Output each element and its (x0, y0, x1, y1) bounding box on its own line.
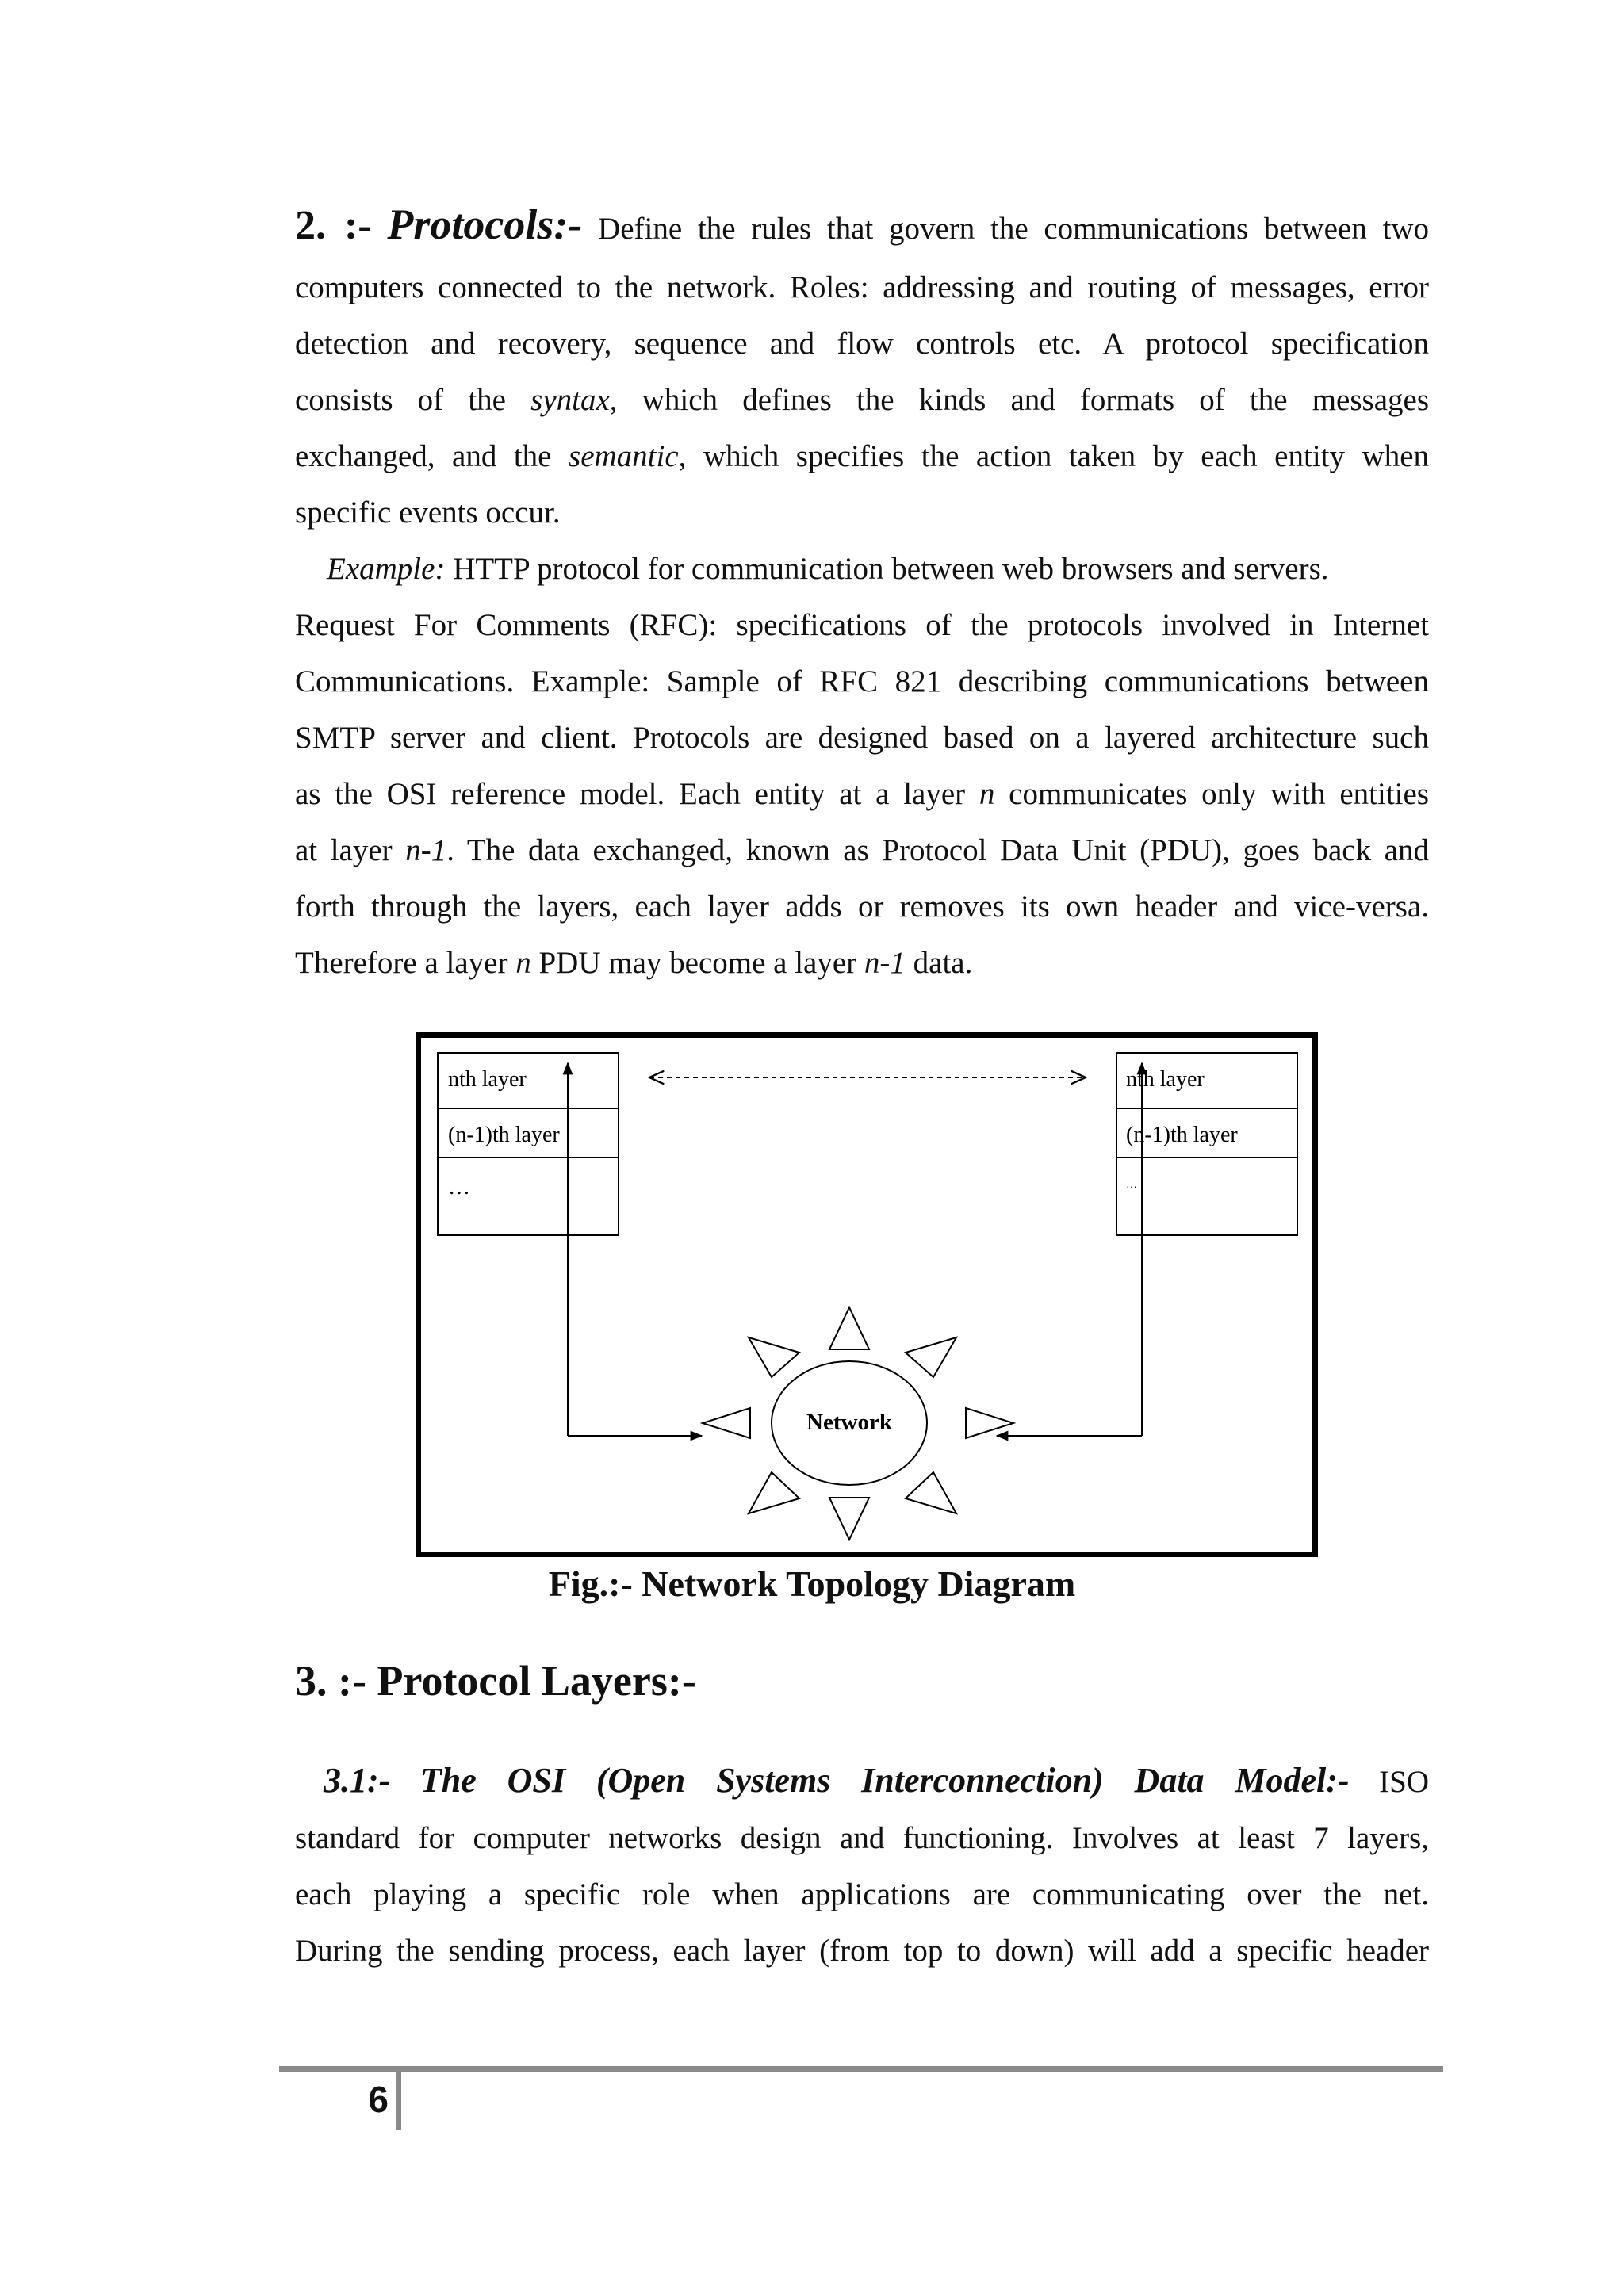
paragraph-line: standard for computer networks design and functioning. Involves at least 7 layers, (295, 1821, 1429, 1855)
network-ray-bottom (829, 1498, 869, 1540)
section-2-first-line (295, 194, 1429, 259)
paragraph-line (295, 428, 1429, 484)
section-2-body (295, 194, 1429, 991)
subsection-first-line (295, 1752, 1429, 1810)
section-2-number: 2. :- (295, 203, 372, 248)
network-diagram (421, 1038, 1312, 1552)
subsection-intro: ISO (1349, 1765, 1430, 1799)
left-n-1-layer-label: (n-1)th layer (448, 1123, 560, 1147)
text-run: consists of the (295, 383, 531, 417)
emphasis-n-1: n-1 (864, 946, 906, 980)
network-ray-bottom-left (749, 1472, 799, 1513)
paragraph-line (295, 822, 1429, 878)
footer-divider (396, 2072, 401, 2130)
emphasis-n: n (979, 777, 995, 811)
network-ray-bottom-right (906, 1472, 956, 1513)
paragraph-line: forth through the layers, each layer adds or removes its own header and vice-versa. (295, 890, 1429, 924)
network-ray-top-right (906, 1337, 956, 1377)
text-run: communicates only with entities (994, 777, 1429, 811)
paragraph-line: detection and recovery, sequence and flow controls etc. A protocol specification (295, 327, 1429, 361)
text-run: , which specifies the action taken by each entity when (678, 439, 1429, 473)
text-run: Therefore a layer (295, 946, 516, 980)
emphasis-n: n (515, 946, 531, 980)
paragraph-line: computers connected to the network. Roles: addressing and routing of messages, error (295, 270, 1429, 304)
section-2-intro: Define the rules that govern the communications between two (598, 212, 1430, 246)
right-n-1-layer-label: (n-1)th layer (1126, 1123, 1238, 1147)
footer-rule (279, 2066, 1443, 2072)
example-text: HTTP protocol for communication between web browsers and servers. (445, 552, 1329, 586)
paragraph-line: SMTP server and client. Protocols are designed based on a layered architecture such (295, 721, 1429, 755)
paragraph-line: each playing a specific role when applications are communicating over the net. (295, 1877, 1429, 1911)
right-lower-layers-box (1116, 1158, 1297, 1235)
network-label: Network (806, 1410, 892, 1435)
text-run: at layer (295, 833, 406, 867)
right-nth-layer-label: nth layer (1126, 1067, 1205, 1092)
paragraph-line (295, 766, 1429, 822)
section-3-1-body (295, 1752, 1429, 1979)
right-layer-stack (1116, 1053, 1297, 1235)
subsection-title: The OSI (Open Systems Interconnection) Data Model:- (419, 1761, 1350, 1800)
paragraph-line: specific events occur. (295, 496, 561, 530)
text-run: . The data exchanged, known as Protocol Data Unit (PDU), goes back and (446, 833, 1429, 867)
subsection-number: 3.1:- (324, 1761, 391, 1800)
example-line (295, 541, 1429, 597)
paragraph-line (295, 935, 1429, 991)
emphasis-syntax: syntax (530, 383, 610, 417)
text-run: data. (905, 946, 973, 980)
emphasis-semantic: semantic (569, 439, 679, 473)
emphasis-n-1: n-1 (405, 833, 447, 867)
page-number: 6 (368, 2079, 389, 2120)
section-2-title: Protocols:- (387, 201, 583, 248)
network-ray-left (703, 1408, 750, 1438)
right-ellipsis-label: … (1126, 1179, 1137, 1191)
paragraph-line: Request For Comments (RFC): specifications of the protocols involved in Internet (295, 608, 1429, 642)
example-label: Example: (327, 552, 446, 586)
text-run: exchanged, and the (295, 439, 569, 473)
paragraph-line: Communications. Example: Sample of RFC 821 describing communications between (295, 664, 1429, 698)
paragraph-line: During the sending process, each layer (from top to down) will add a specific header (295, 1934, 1429, 1968)
left-ellipsis-label: … (448, 1175, 470, 1200)
text-run: as the OSI reference model. Each entity at a layer (295, 777, 979, 811)
network-ray-top-left (749, 1337, 799, 1377)
network-node (703, 1307, 1013, 1540)
paragraph-line (295, 372, 1429, 428)
network-diagram-figure (416, 1032, 1318, 1557)
text-run: , which defines the kinds and formats of the messages (609, 383, 1429, 417)
section-3-heading: 3. :- Protocol Layers:- (295, 1657, 696, 1705)
left-layer-stack (438, 1053, 619, 1235)
figure-caption: Fig.:- Network Topology Diagram (548, 1563, 1076, 1604)
text-run: PDU may become a layer (530, 946, 864, 980)
network-ray-top (829, 1307, 869, 1349)
network-ray-right (966, 1408, 1013, 1438)
left-nth-layer-label: nth layer (448, 1067, 527, 1092)
